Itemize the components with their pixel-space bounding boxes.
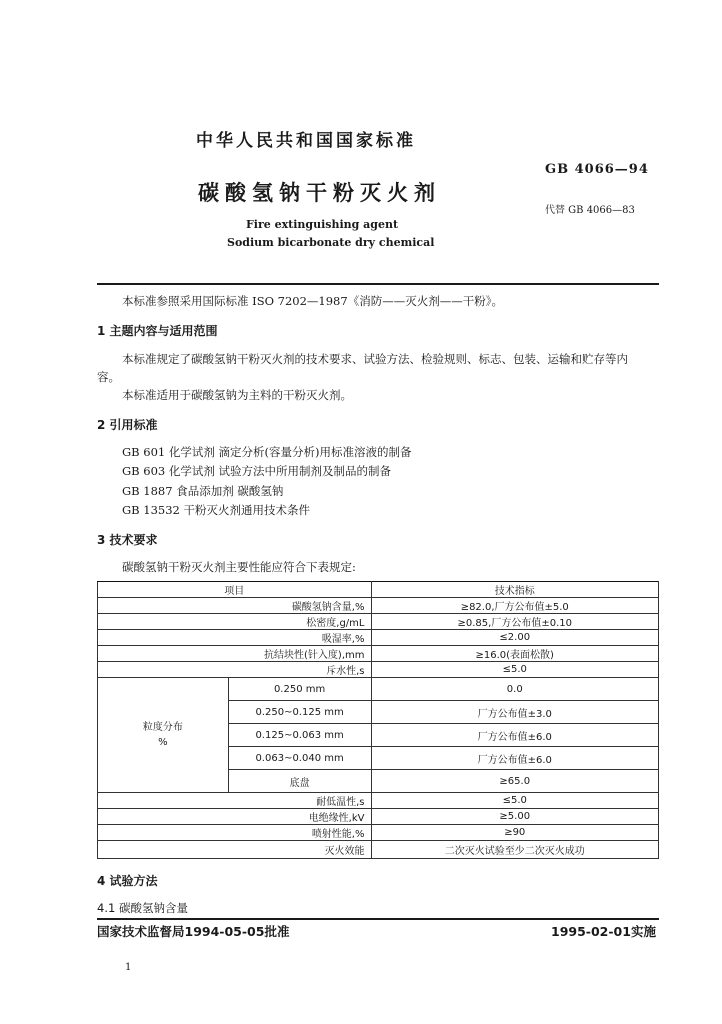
item-cell: 抗结块性(针入度),mm bbox=[98, 646, 372, 662]
footer-divider bbox=[97, 918, 659, 920]
column-header-item: 项目 bbox=[98, 582, 372, 598]
section-4-heading: 4 试验方法 bbox=[97, 874, 158, 888]
table-row bbox=[98, 646, 659, 662]
spec-cell: 二次灭火试验至少二次灭火成功 bbox=[371, 841, 659, 859]
spec-cell: ≤2.00 bbox=[371, 630, 659, 646]
section-2-heading: 2 引用标准 bbox=[97, 418, 158, 432]
item-cell: 灭火效能 bbox=[98, 841, 372, 859]
section-3-intro: 碳酸氢钠干粉灭火剂主要性能应符合下表规定: bbox=[122, 560, 356, 574]
english-title-line-1: Fire extinguishing agent bbox=[246, 218, 399, 231]
size-cell: 0.125~0.063 mm bbox=[228, 724, 371, 747]
table-row bbox=[98, 630, 659, 646]
reference-item: GB 13532 干粉灭火剂通用技术条件 bbox=[122, 503, 311, 517]
table-row bbox=[98, 825, 659, 841]
technical-requirements-table bbox=[97, 581, 659, 859]
table-row bbox=[98, 598, 659, 614]
spec-cell: ≤5.0 bbox=[371, 793, 659, 809]
header-divider bbox=[97, 283, 659, 285]
page-number: 1 bbox=[125, 962, 132, 973]
approval-line: 国家技术监督局1994-05-05批准 bbox=[97, 924, 290, 939]
preface-text: 本标准参照采用国际标准 ISO 7202—1987《消防——灭火剂——干粉》。 bbox=[122, 294, 503, 308]
document-title: 碳酸氢钠干粉灭火剂 bbox=[198, 181, 441, 205]
item-cell: 吸湿率,% bbox=[98, 630, 372, 646]
implementation-date: 1995-02-01实施 bbox=[551, 924, 656, 939]
standard-number: GB 4066—94 bbox=[545, 162, 649, 177]
reference-item: GB 601 化学试剂 滴定分析(容量分析)用标准溶液的制备 bbox=[122, 445, 412, 459]
table-row bbox=[98, 614, 659, 630]
section-3-heading: 3 技术要求 bbox=[97, 533, 158, 547]
reference-item: GB 603 化学试剂 试验方法中所用制剂及制品的制备 bbox=[122, 464, 392, 478]
spec-cell: ≥82.0,厂方公布值±5.0 bbox=[371, 598, 659, 614]
item-cell: 电绝缘性,kV bbox=[98, 809, 372, 825]
spec-cell: 0.0 bbox=[371, 678, 659, 701]
table-row bbox=[98, 809, 659, 825]
size-cell: 0.250 mm bbox=[228, 678, 371, 701]
item-cell: 松密度,g/mL bbox=[98, 614, 372, 630]
particle-size-label-line-1: 粒度分布 bbox=[142, 722, 183, 733]
spec-cell: ≥0.85,厂方公布值±0.10 bbox=[371, 614, 659, 630]
section-1-paragraph-2: 本标准适用于碳酸氢钠为主料的干粉灭火剂。 bbox=[122, 388, 352, 402]
spec-cell: ≤5.0 bbox=[371, 662, 659, 678]
item-cell: 喷射性能,% bbox=[98, 825, 372, 841]
table-row bbox=[98, 662, 659, 678]
spec-cell: 厂方公布值±6.0 bbox=[371, 747, 659, 770]
item-cell: 碳酸氢钠含量,% bbox=[98, 598, 372, 614]
table-row bbox=[98, 793, 659, 809]
section-4-1-heading: 4.1 碳酸氢钠含量 bbox=[97, 901, 188, 915]
size-cell: 0.063~0.040 mm bbox=[228, 747, 371, 770]
section-1-heading: 1 主题内容与适用范围 bbox=[97, 324, 218, 338]
replaces-standard: 代替 GB 4066—83 bbox=[545, 205, 635, 216]
section-1-paragraph-1-cont: 容。 bbox=[97, 370, 120, 384]
national-standard-heading: 中华人民共和国国家标准 bbox=[196, 131, 416, 151]
particle-size-label bbox=[98, 678, 229, 793]
item-cell: 耐低温性,s bbox=[98, 793, 372, 809]
section-1-paragraph-1: 本标准规定了碳酸氢钠干粉灭火剂的技术要求、试验方法、检验规则、标志、包装、运输和贮存等内 bbox=[122, 352, 628, 366]
size-cell: 0.250~0.125 mm bbox=[228, 701, 371, 724]
item-cell: 斥水性,s bbox=[98, 662, 372, 678]
spec-cell: ≥65.0 bbox=[371, 770, 659, 793]
particle-size-label-line-2: % bbox=[158, 737, 168, 748]
spec-cell: ≥16.0(表面松散) bbox=[371, 646, 659, 662]
spec-cell: ≥90 bbox=[371, 825, 659, 841]
column-header-spec: 技术指标 bbox=[371, 582, 659, 598]
size-cell: 底盘 bbox=[228, 770, 371, 793]
english-title-line-2: Sodium bicarbonate dry chemical bbox=[227, 236, 435, 249]
reference-item: GB 1887 食品添加剂 碳酸氢钠 bbox=[122, 484, 284, 498]
table-row bbox=[98, 678, 659, 701]
spec-cell: ≥5.00 bbox=[371, 809, 659, 825]
table-row bbox=[98, 841, 659, 859]
spec-cell: 厂方公布值±3.0 bbox=[371, 701, 659, 724]
spec-cell: 厂方公布值±6.0 bbox=[371, 724, 659, 747]
table-header-row bbox=[98, 582, 659, 598]
